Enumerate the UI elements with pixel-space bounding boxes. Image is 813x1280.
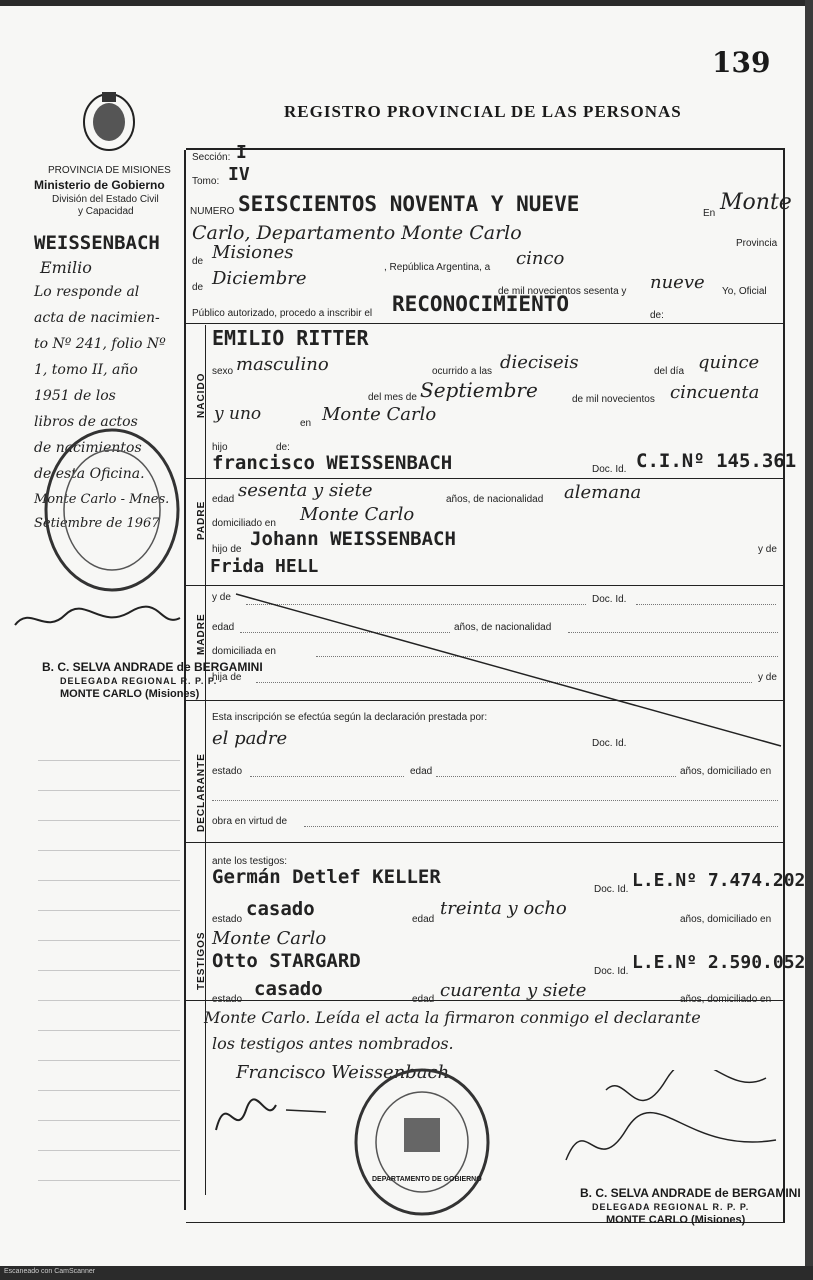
publico-label: Público autorizado, procedo a inscribir el	[192, 308, 373, 319]
day-value: cinco	[516, 248, 565, 269]
sexo-label: sexo	[212, 366, 234, 377]
testigo2-doc-value: L.E.Nº 2.590.052	[632, 952, 806, 973]
right-stamp-role: DELEGADA REGIONAL R. P. P.	[592, 1202, 750, 1212]
testigo1-anios-label: años, domiciliado en	[680, 914, 772, 925]
act-type: RECONOCIMIENTO	[392, 292, 570, 316]
margin-line-6: libros de actos	[34, 414, 138, 430]
right-stamp-place: MONTE CARLO (Misiones)	[606, 1214, 746, 1226]
ocurrido-label: ocurrido a las	[432, 366, 493, 377]
padre-mother-value: Frida HELL	[210, 556, 319, 577]
closing-line-1: Monte Carlo. Leída el acta la firmaron conmigo el declarante	[204, 1008, 701, 1027]
testigo2-edad-value: cuarenta y siete	[440, 980, 587, 1001]
closing-line-2: los testigos antes nombrados.	[212, 1034, 454, 1053]
padre-doc-value: C.I.Nº 145.361	[636, 450, 797, 472]
numero-label: NUMERO	[190, 206, 235, 217]
ministry-label: Ministerio de Gobierno	[34, 178, 165, 192]
declarante-obra-label: obra en virtud de	[212, 816, 288, 827]
testigo2-doc-label: Doc. Id.	[594, 966, 629, 977]
padre-father-value: Johann WEISSENBACH	[250, 528, 456, 550]
madre-nacionalidad-label: años, de nacionalidad	[454, 622, 552, 633]
testigo1-estado-value: casado	[246, 898, 315, 920]
padre-nacionalidad-label: años, de nacionalidad	[446, 494, 544, 505]
seccion-label: Sección:	[192, 152, 231, 163]
dia-value: quince	[698, 352, 760, 373]
madre-y-de-label: y de	[212, 592, 231, 603]
city-line-1: Monte	[720, 190, 792, 215]
nacido-name: EMILIO RITTER	[212, 326, 369, 350]
coat-of-arms-icon	[80, 88, 138, 154]
frame-testigos-top	[186, 842, 783, 843]
year-value: nueve	[650, 272, 705, 293]
margin-given: Emilio	[40, 258, 92, 277]
margin-line-9: Monte Carlo - Mnes.	[34, 492, 170, 507]
margin-line-3: to Nº 241, folio Nº	[34, 336, 166, 352]
province-value: Misiones	[212, 242, 294, 263]
declarante-value: el padre	[212, 728, 288, 749]
frame-top-border	[186, 148, 783, 150]
tomo-label: Tomo:	[192, 176, 220, 187]
padre-doc-label: Doc. Id.	[592, 464, 627, 475]
section-label-nacido: NACIDO	[196, 372, 207, 418]
year-label: de mil novecientos sesenta y	[498, 286, 627, 297]
act-de-label: de:	[650, 310, 664, 321]
madre-y-de2-label: y de	[758, 672, 777, 683]
margin-line-10: Setiembre de 1967	[34, 516, 160, 531]
margin-line-7: de nacimientos	[34, 440, 142, 456]
madre-edad-label: edad	[212, 622, 235, 633]
padre-name: francisco WEISSENBACH	[212, 452, 453, 474]
hora-value: dieciseis	[500, 352, 579, 373]
padre-edad-label: edad	[212, 494, 235, 505]
section-label-padre: PADRE	[196, 500, 207, 540]
testigo2-estado-label: estado	[212, 994, 243, 1005]
declarante-intro: Esta inscripción se efectúa según la declaración prestada por:	[212, 712, 488, 723]
mes-label: del mes de	[368, 392, 417, 403]
declarante-doc-label: Doc. Id.	[592, 738, 627, 749]
tomo-value: IV	[228, 164, 250, 185]
madre-doc-label: Doc. Id.	[592, 594, 627, 605]
left-stamp-place: MONTE CARLO (Misiones)	[60, 688, 200, 700]
frame-nacido-top	[186, 323, 783, 324]
padre-domicilio-value: Monte Carlo	[300, 504, 415, 525]
cancel-line	[206, 586, 786, 750]
page-number: 139	[712, 46, 771, 79]
capacity-label: y Capacidad	[78, 206, 134, 217]
testigo2-anios-label: años, domiciliado en	[680, 994, 772, 1005]
scanner-footer: Escaneado con CamScanner	[4, 1268, 96, 1275]
testigo1-name: Germán Detlef KELLER	[212, 866, 441, 888]
margin-line-8: de esta Oficina.	[34, 466, 145, 482]
margin-line-2: acta de nacimien-	[34, 310, 160, 326]
republica-label: , República Argentina, a	[384, 262, 491, 273]
section-label-testigos: TESTIGOS	[196, 931, 207, 990]
testigos-intro: ante los testigos:	[212, 856, 288, 867]
anio-value-b: y uno	[214, 404, 262, 424]
provincia-de-label: de	[192, 256, 204, 267]
margin-signature-icon	[10, 600, 185, 640]
margin-line-1: Lo responde al	[34, 284, 140, 300]
testigo1-domicilio: Monte Carlo	[212, 928, 327, 949]
bottom-seal-icon	[352, 1066, 492, 1218]
scan-edge-right	[805, 0, 813, 1280]
testigo1-estado-label: estado	[212, 914, 243, 925]
seccion-value: I	[236, 142, 247, 163]
padre-hijo-de-label: hijo de	[212, 544, 242, 555]
margin-line-5: 1951 de los	[34, 388, 116, 404]
provincia-label: Provincia	[736, 238, 778, 249]
signature-francisco: Francisco Weissenbach	[236, 1062, 450, 1083]
padre-edad-value: sesenta y siete	[238, 480, 373, 501]
section-label-madre: MADRE	[196, 613, 207, 655]
testigo2-estado-value: casado	[254, 978, 323, 1000]
month-de-label: de	[192, 282, 204, 293]
dia-label: del día	[654, 366, 685, 377]
padre-domicilio-label: domiciliado en	[212, 518, 276, 529]
lugar-en-label: en	[300, 418, 312, 429]
mil-label: de mil novecientos	[572, 394, 655, 405]
city-line-2: Carlo, Departamento Monte Carlo	[192, 222, 522, 244]
testigo1-doc-label: Doc. Id.	[594, 884, 629, 895]
padre-y-de-label: y de	[758, 544, 777, 555]
testigo2-edad-label: edad	[412, 994, 435, 1005]
margin-surname: WEISSENBACH	[34, 232, 160, 254]
month-value: Diciembre	[212, 268, 307, 289]
seal-text: DEPARTAMENTO DE GOBIERNO	[372, 1176, 482, 1183]
registry-title: REGISTRO PROVINCIAL DE LAS PERSONAS	[284, 102, 682, 121]
section-label-declarante: DECLARANTE	[196, 753, 207, 832]
declarante-estado-label: estado	[212, 766, 243, 777]
hijo-label: hijo	[212, 442, 228, 453]
madre-domicilio-label: domiciliada en	[212, 646, 276, 657]
mes-value: Septiembre	[420, 378, 538, 402]
left-stamp-name: B. C. SELVA ANDRADE de BERGAMINI	[42, 660, 263, 674]
anio-value-a: cincuenta	[670, 382, 760, 403]
right-stamp-name: B. C. SELVA ANDRADE de BERGAMINI	[580, 1186, 801, 1200]
testigo2-name: Otto STARGARD	[212, 950, 361, 972]
numero-en-label: En	[703, 208, 716, 219]
testigo1-doc-value: L.E.Nº 7.474.202	[632, 870, 806, 891]
numero-value: SEISCIENTOS NOVENTA Y NUEVE	[238, 192, 580, 216]
testigo1-edad-label: edad	[412, 914, 435, 925]
sexo-value: masculino	[236, 354, 329, 375]
hijo-de-label: de:	[276, 442, 290, 453]
oficial-label: Yo, Oficial	[722, 286, 767, 297]
madre-hija-de-label: hija de	[212, 672, 242, 683]
scan-edge-top	[0, 0, 813, 6]
lugar-value: Monte Carlo	[322, 404, 437, 425]
signature-scribbles-icon	[206, 1070, 786, 1190]
margin-line-4: 1, tomo II, año	[34, 362, 138, 378]
left-stamp-role: DELEGADA REGIONAL R. P. P.	[60, 676, 218, 686]
scan-edge-bottom	[0, 1266, 813, 1280]
frame-padre-top	[186, 478, 783, 479]
province-label: PROVINCIA DE MISIONES	[48, 165, 171, 176]
testigo1-edad-value: treinta y ocho	[440, 898, 567, 919]
declarante-edad-label: edad	[410, 766, 433, 777]
division-label: División del Estado Civil	[52, 194, 159, 205]
padre-nacionalidad-value: alemana	[564, 482, 642, 503]
declarante-anios-label: años, domiciliado en	[680, 766, 772, 777]
left-seal-icon	[40, 420, 182, 596]
